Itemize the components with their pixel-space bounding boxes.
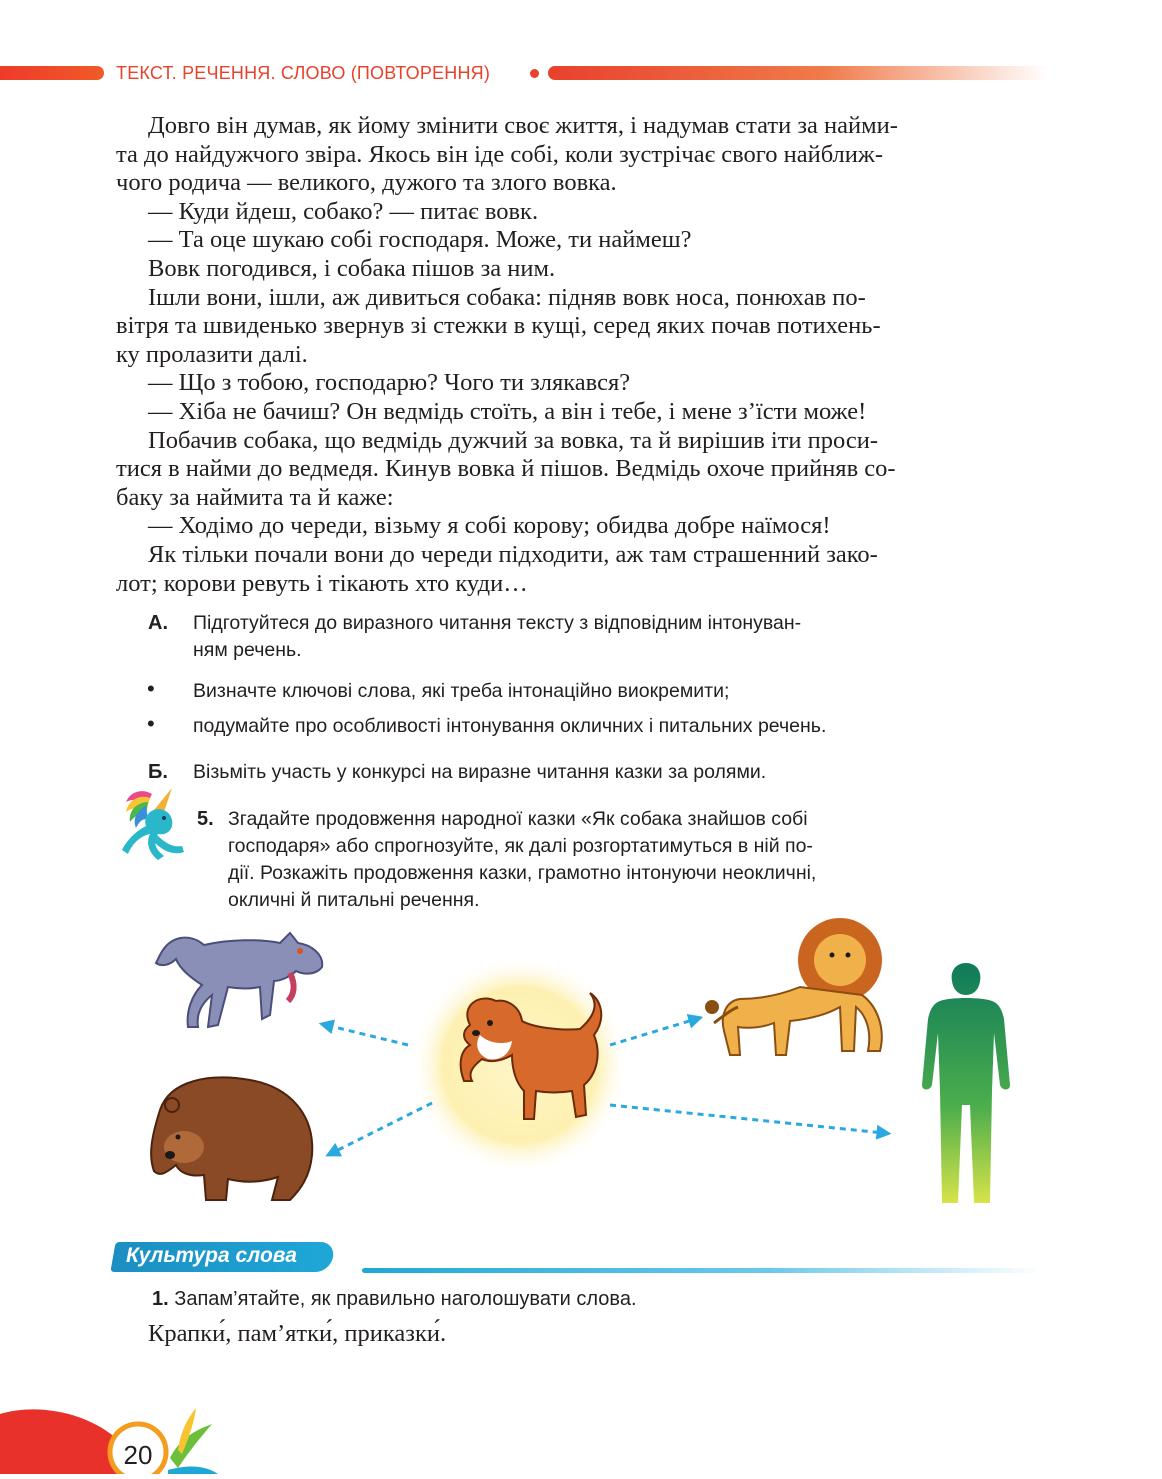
task-5-label: 5. — [197, 808, 214, 830]
section-title: ТЕКСТ. РЕЧЕННЯ. СЛОВО (ПОВТОРЕННЯ) — [116, 63, 491, 83]
arrow-to-bear — [332, 1103, 432, 1153]
culture-task — [152, 1288, 637, 1311]
story-line: чого родича — великого, дужого та злого вовка. — [116, 169, 617, 197]
arrow-to-human — [610, 1105, 884, 1133]
human-silhouette-icon — [922, 963, 1010, 1203]
bear-icon — [151, 1078, 312, 1200]
arrow-to-wolf — [326, 1025, 408, 1045]
story-line: вітря та швиденько звернув зі стежки в кущі, серед яких почав потихень- — [116, 312, 881, 340]
section-rule — [362, 1268, 1042, 1273]
story-text — [116, 112, 1046, 598]
task-5-line: дії. Розкажіть продовження казки, грамотно інтонуючи неокличні, — [228, 862, 817, 884]
story-line: Вовк погодився, і собака пішов за ним. — [148, 254, 556, 282]
header-stripe-right — [548, 66, 1048, 80]
culture-task-text: Запам’ятайте, як правильно наголошувати слова. — [174, 1288, 637, 1310]
task-b-label: Б. — [148, 761, 168, 783]
story-line: — Що з тобою, господарю? Чого ти злякався? — [148, 369, 631, 397]
task-5-line: Згадайте продовження народної казки «Як собака знайшов собі — [228, 808, 808, 830]
story-line: Як тільки почали вони до череди підходити, аж там страшенний зако- — [148, 540, 878, 568]
story-line: лот; корови ревуть і тікають хто куди… — [116, 569, 528, 597]
story-line: та до найдужчого звіра. Якось він іде собі, коли зустрічає свого найближ- — [116, 140, 883, 168]
bullet-item: Визначте ключові слова, які треба інтонаційно виокремити; — [193, 680, 730, 702]
header-dot — [530, 69, 539, 78]
wolf-icon — [156, 933, 322, 1027]
story-line: баку за наймита та й каже: — [116, 483, 394, 511]
bullet-marker: • — [147, 676, 155, 701]
section-badge-text: Культура слова — [126, 1244, 297, 1267]
header-stripe-left — [0, 66, 104, 80]
story-line: Довго він думав, як йому змінити своє життя, і надумав стати за найми- — [148, 112, 898, 139]
story-line: ку пролазити далі. — [116, 340, 308, 368]
task-a-text: ням речень. — [193, 639, 302, 661]
page-number: 20 — [123, 1440, 153, 1470]
unicorn-icon — [112, 786, 192, 872]
task-a-text: Підготуйтеся до виразного читання тексту з відповідним інтонуван- — [193, 612, 802, 634]
bullet-item: подумайте про особливості інтонування окличних і питальних речень. — [193, 715, 827, 737]
task-b-text: Візьміть участь у конкурсі на виразне читання казки за ролями. — [193, 761, 767, 783]
story-line: — Хіба не бачиш? Он ведмідь стоїть, а він і тебе, і мене з’їсти може! — [148, 397, 867, 425]
story-line: — Ходімо до череди, візьму я собі корову; обидва добре наїмося! — [148, 512, 831, 540]
task-5-line: господаря» або спрогнозуйте, як далі розгортатимуться в ній по- — [228, 835, 813, 857]
task-5-line: окличні й питальні речення. — [228, 889, 480, 911]
animals-illustration — [140, 915, 1040, 1215]
bullet-marker: • — [147, 711, 155, 736]
lion-icon — [705, 918, 882, 1055]
task-a-label: А. — [148, 612, 168, 634]
story-line: — Та оце шукаю собі господаря. Може, ти наймеш? — [148, 226, 692, 254]
story-line: — Куди йдеш, собако? — питає вовк. — [148, 197, 539, 225]
culture-task-label: 1. — [152, 1288, 169, 1310]
story-line: тися в найми до ведмедя. Кинув вовка й пішов. Ведмідь охоче прийняв со- — [116, 455, 896, 483]
stress-words: Крапки́, пам’ятки́, приказки́. — [148, 1320, 447, 1347]
story-line: Ішли вони, ішли, аж дивиться собака: підняв вовк носа, понюхав по- — [148, 283, 866, 311]
story-line: Побачив собака, що ведмідь дужчий за вовка, та й вирішив іти проси- — [148, 426, 878, 454]
